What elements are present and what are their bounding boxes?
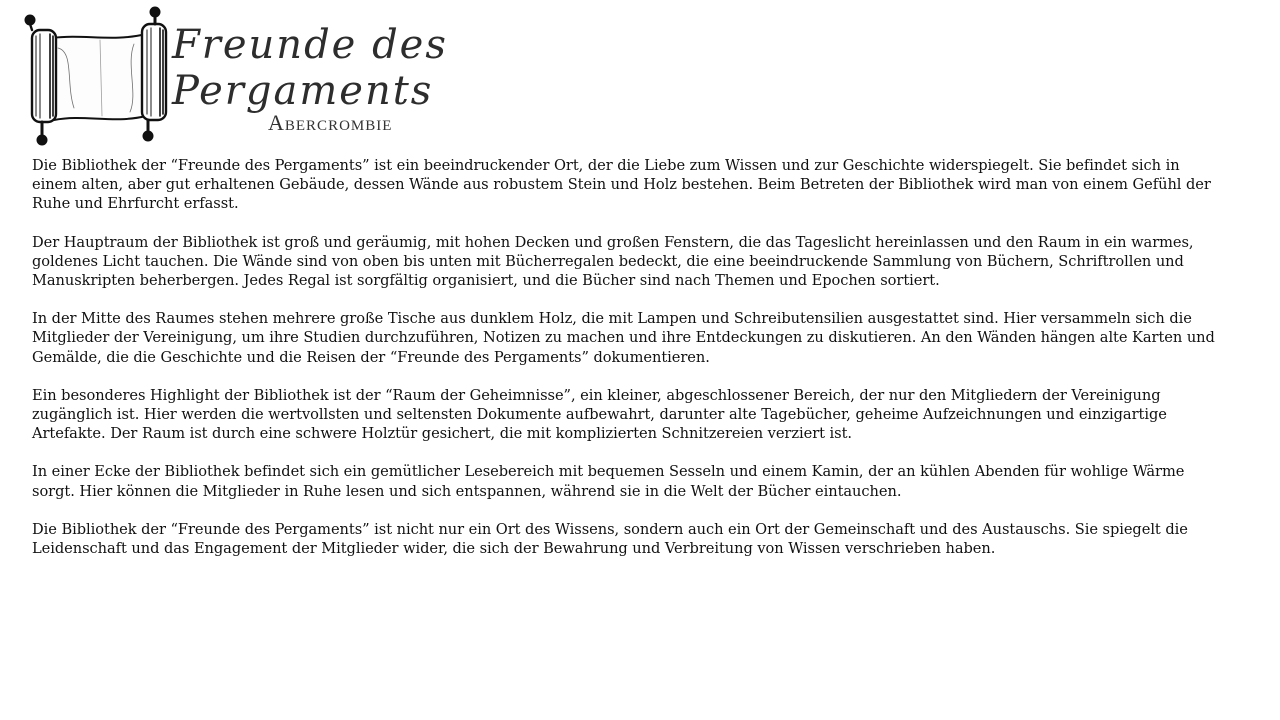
scroll-icon <box>25 7 166 145</box>
site-logo[interactable] <box>14 4 484 148</box>
logo-graphic <box>14 4 484 148</box>
logo-line-3: Abercrombie <box>268 110 393 135</box>
paragraph-2: Der Hauptraum der Bibliothek ist groß und geräumig, mit hohen Decken und großen Fenstern, die das Tageslicht hereinlassen und den Raum in ein warmes, goldenes Licht tauchen. Die Wände sind von oben bis unten mit Bücherregalen bedeckt, die eine beeindruckende Sammlung von Büchern, Schriftrollen und Manuskripten beherbergen. Jedes Regal ist sorgfältig organisiert, und die Bücher sind nach Themen und Epochen sortiert. <box>32 233 1194 290</box>
paragraph-6: Die Bibliothek der “Freunde des Pergaments” ist nicht nur ein Ort des Wissens, sondern auch ein Ort der Gemeinschaft und des Austauschs. Sie spiegelt die Leidenschaft und das Engagement der Mitglieder wider, die sich der Bewahrung und Verbreitung von Wissen verschrieben haben. <box>32 520 1188 558</box>
logo-line-2: Pergaments <box>172 68 434 114</box>
logo-line-1: Freunde des <box>172 22 448 68</box>
paragraph-4: Ein besonderes Highlight der Bibliothek ist der “Raum der Geheimnisse”, ein kleiner, abgeschlossener Bereich, der nur den Mitgliedern der Vereinigung zugänglich ist. Hier werden die wertvollsten und seltensten Dokumente aufbewahrt, darunter alte Tagebücher, geheime Aufzeichnungen und einzigartige Artefakte. Der Raum ist durch eine schwere Holztür gesichert, die mit komplizierten Schnitzereien verziert ist. <box>32 386 1167 443</box>
article-body <box>32 156 1222 577</box>
paragraph-5: In einer Ecke der Bibliothek befindet sich ein gemütlicher Lesebereich mit bequemen Sesseln und einem Kamin, der an kühlen Abenden für wohlige Wärme sorgt. Hier können die Mitglieder in Ruhe lesen und sich entspannen, während sie in die Welt der Bücher eintauchen. <box>32 463 1185 500</box>
paragraph-1: Die Bibliothek der “Freunde des Pergaments” ist ein beeindruckender Ort, der die Liebe zum Wissen und zur Geschichte widerspiegelt. Sie befindet sich in einem alten, aber gut erhaltenen Gebäude, dessen Wände aus robustem Stein und Holz bestehen. Beim Betreten der Bibliothek wird man von einem Gefühl der Ruhe und Ehrfurcht erfasst. <box>32 157 1211 213</box>
paragraph-3: In der Mitte des Raumes stehen mehrere große Tische aus dunklem Holz, die mit Lampen und Schreibutensilien ausgestattet sind. Hier versammeln sich die Mitglieder der Vereinigung, um ihre Studien durchzuführen, Notizen zu machen und ihre Entdeckungen zu diskutieren. An den Wänden hängen alte Karten und Gemälde, die die Geschichte und die Reisen der “Freunde des Pergaments” dokumentieren. <box>32 310 1215 366</box>
